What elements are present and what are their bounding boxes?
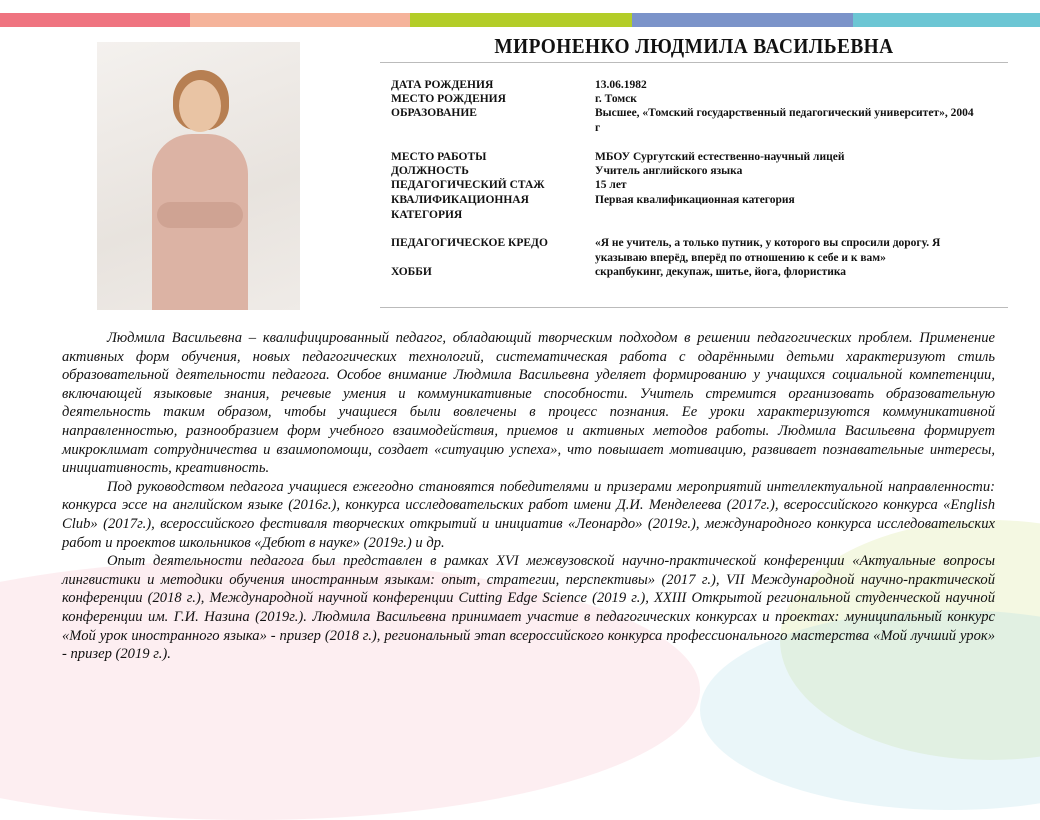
bio-paragraph: Под руководством педагога учащиеся ежегодно становятся победителями и призерами мероприятий интеллектуальной направленности: конкурса эссе на английском языке (2016г.), конкурса исследовательских работ имени Д.И. Менделеева (2017г.), всероссийского конкурса «English Club» (2017г.), всероссийского фестиваля творческих открытий и инициатив «Леонардо» (2019г.), международного конкурса исследовательских работ и проектов школьников «Дебют в науке» (2019г.) и др. [62,478,995,551]
color-stripe-4 [632,13,853,27]
info-value: МБОУ Сургутский естественно-научный лицей [595,151,845,163]
info-label: КВАЛИФИКАЦИОННАЯ КАТЕГОРИЯ [391,194,529,221]
info-value: 13.06.1982 [595,79,647,91]
info-label: МЕСТО РОЖДЕНИЯ [391,93,506,105]
color-stripe-2 [190,13,410,27]
info-label: МЕСТО РАБОТЫ [391,151,487,163]
teacher-photo [97,42,300,310]
info-value: Учитель английского языка [595,165,743,177]
info-label: ОБРАЗОВАНИЕ [391,107,477,119]
info-value: Первая квалификационная категория [595,194,795,206]
page-title: МИРОНЕНКО ЛЮДМИЛА ВАСИЛЬЕВНА [494,34,894,58]
color-stripe-1 [0,13,190,27]
color-stripe-5 [853,13,1040,27]
info-label: ПЕДАГОГИЧЕСКИЙ СТАЖ [391,179,545,191]
info-value: скрапбукинг, декупаж, шитье, йога, флористика [595,266,847,278]
info-value: «Я не учитель, а только путник, у которого вы спросили дорогу. Я указываю вперёд, вперёд по отношению к себе и к вам» [595,237,941,264]
info-value: Высшее, «Томский государственный педагогический университет», 2004 г [595,107,974,134]
color-stripe-3 [410,13,632,27]
info-label: ХОББИ [391,266,432,278]
bio-paragraph: Людмила Васильевна – квалифицированный педагог, обладающий творческим подходом в решении педагогических проблем. Применение активных форм обучения, новых педагогических технологий, систематическая работа с одарёнными детьми характеризуют стиль образовательной деятельности педагога. Особое внимание Людмила Васильевна уделяет формированию у учащихся социальной компетенции, включающей языковые знания, речевые умения и коммуникативные способности. Учитель стремится организовать образовательную деятельность таким образом, чтобы учащиеся были вовлечены в процесс познания. Ее уроки характеризуются коммуникативной направленностью, разнообразием форм учебного взаимодействия, приемов и активных методов работы. Людмила Васильевна формирует микроклимат сотрудничества и взаимопомощи, создает «ситуацию успеха», что повышает мотивацию, развивает познавательные интересы, инициативность, креативность. [62,330,995,477]
divider-top [380,62,1008,63]
info-label: ДАТА РОЖДЕНИЯ [391,79,494,91]
bio-paragraph: Опыт деятельности педагога был представлен в рамках XVI межвузовской научно-практической конференции «Актуальные вопросы лингвистики и методики обучения иностранным языкам: опыт, стратегии, перспективы» (2017 г.), VII Международной научно-практической конференции (2018 г.), Международной научной конференции Cutting Edge Science (2019 г.), XXIII Открытой региональной студенческой научной конференции им. Г.И. Назина (2019г.). Людмила Васильевна принимает участие в педагогических конкурсах и проектах: муниципальный конкурс «Мой урок иностранного языка» - призер (2018 г.), региональный этап всероссийского конкурса профессионального мастерства «Мой лучший урок» - призер (2019 г.). [62,553,995,663]
biography-text [62,329,995,664]
info-label: ПЕДАГОГИЧЕСКОЕ КРЕДО [391,237,548,249]
info-value: г. Томск [595,93,637,105]
divider-bottom [380,307,1008,308]
info-value: 15 лет [595,179,627,191]
info-label: ДОЛЖНОСТЬ [391,165,469,177]
